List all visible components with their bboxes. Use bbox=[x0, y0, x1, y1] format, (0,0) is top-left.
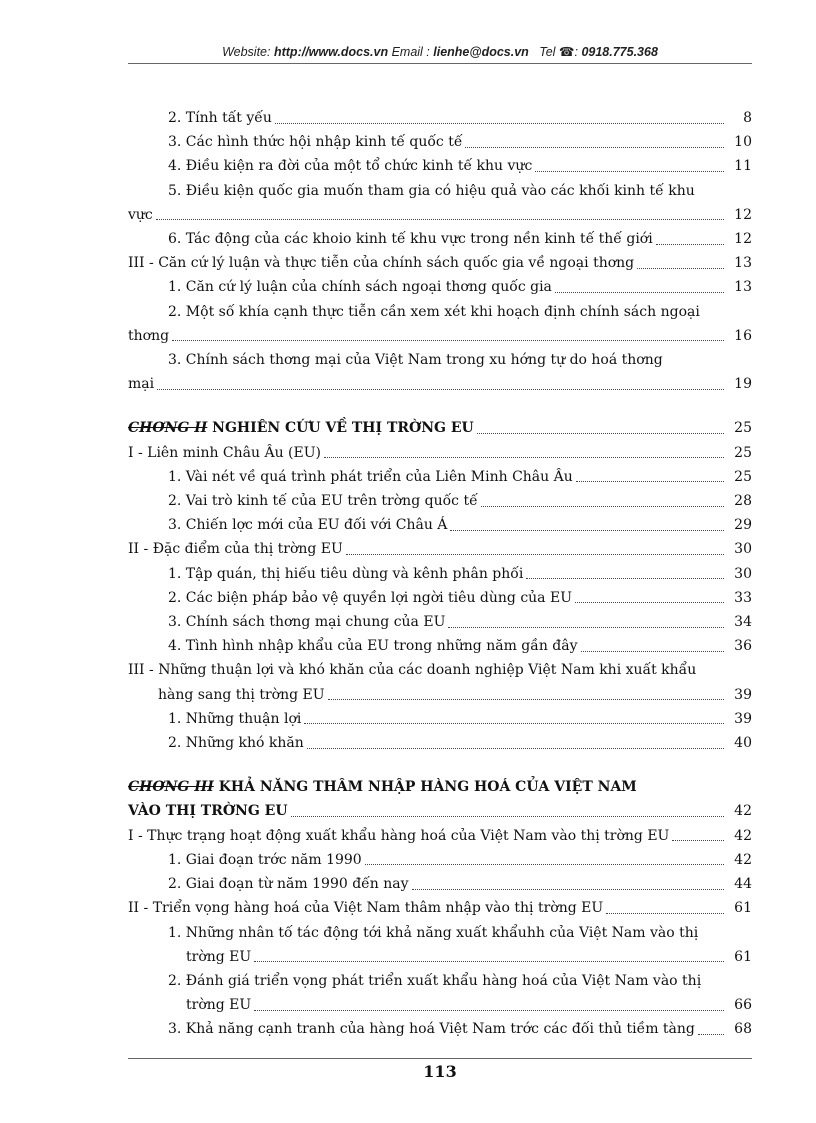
toc-entry[interactable]: 1. Những thuận lợi 39 bbox=[168, 710, 752, 727]
toc-entry-line2[interactable]: trờng EU 61 bbox=[186, 948, 752, 965]
email-link[interactable]: lienhe@docs.vn bbox=[433, 45, 529, 59]
toc-entry[interactable]: 6. Tác động của các khoio kinh tế khu vực trong nền kinh tế thế giới 12 bbox=[168, 231, 752, 248]
toc-section[interactable]: II - Đặc điểm của thị trờng EU 30 bbox=[128, 541, 752, 558]
page-header bbox=[128, 44, 752, 59]
email-label: Email : bbox=[391, 45, 430, 59]
toc-entry[interactable]: 3. Khả năng cạnh tranh của hàng hoá Việt Nam trớc các đối thủ tiềm tàng 68 bbox=[168, 1021, 752, 1038]
toc-chapter-3-line2[interactable]: VÀO THỊ TRỜNG EU 42 bbox=[128, 803, 752, 820]
toc-entry[interactable]: 2. Những khó khăn 40 bbox=[168, 735, 752, 752]
toc-entry-line2[interactable]: thơng 16 bbox=[128, 327, 752, 344]
toc-entry[interactable]: 4. Điều kiện ra đời của một tổ chức kinh tế khu vực 11 bbox=[168, 158, 752, 175]
toc-entry[interactable]: 2. Giai đoạn từ năm 1990 đến nay 44 bbox=[168, 876, 752, 893]
toc-entry[interactable]: 1. Vài nét về quá trình phát triển của Liên Minh Châu Âu 25 bbox=[168, 468, 752, 485]
toc-section[interactable]: II - Triển vọng hàng hoá của Việt Nam thâm nhập vào thị trờng EU 61 bbox=[128, 900, 752, 917]
toc-section[interactable]: III - Căn cứ lý luận và thực tiễn của chính sách quốc gia về ngoại thơng 13 bbox=[128, 255, 752, 272]
page-number: 113 bbox=[423, 1062, 457, 1081]
toc-section-line1[interactable]: III - Những thuận lợi và khó khăn của các doanh nghiệp Việt Nam khi xuất khẩu bbox=[128, 662, 697, 679]
toc-section-line2[interactable]: hàng sang thị trờng EU 39 bbox=[158, 686, 752, 703]
toc-entry[interactable]: 2. Các biện pháp bảo vệ quyền lợi ngời tiêu dùng của EU 33 bbox=[168, 589, 752, 606]
toc-chapter-3-line1[interactable] bbox=[128, 775, 752, 799]
toc-entry[interactable]: 3. Các hình thức hội nhập kinh tế quốc tế 10 bbox=[168, 134, 752, 151]
toc-section[interactable]: I - Liên minh Châu Âu (EU) 25 bbox=[128, 444, 752, 461]
toc-entry[interactable]: 4. Tình hình nhập khẩu của EU trong những năm gần đây 36 bbox=[168, 638, 752, 655]
toc-entry-line1[interactable]: 2. Đánh giá triển vọng phát triển xuất khẩu hàng hoá của Việt Nam vào thị bbox=[168, 972, 702, 989]
tel-number: 0918.775.368 bbox=[581, 45, 658, 59]
toc-entry[interactable]: 1. Căn cứ lý luận của chính sách ngoại thơng quốc gia 13 bbox=[168, 279, 752, 296]
chapter-title: NGHIÊN CỨU VỀ THỊ TRỜNG EU bbox=[212, 420, 474, 437]
toc-entry[interactable]: 3. Chiến lợc mới của EU đối với Châu Á 29 bbox=[168, 517, 752, 534]
toc-entry-line1[interactable]: 3. Chính sách thơng mại của Việt Nam trong xu hớng tự do hoá thơng bbox=[168, 352, 663, 369]
header-rule bbox=[128, 63, 752, 64]
toc-entry[interactable]: 1. Giai đoạn trớc năm 1990 42 bbox=[168, 851, 752, 868]
footer-rule bbox=[128, 1058, 752, 1059]
chapter-number: CHƠNG II bbox=[128, 420, 208, 437]
toc-entry[interactable]: 2. Tính tất yếu 8 bbox=[168, 110, 752, 126]
toc-entry[interactable]: 1. Tập quán, thị hiếu tiêu dùng và kênh phân phối 30 bbox=[168, 565, 752, 582]
toc-entry[interactable]: 3. Chính sách thơng mại chung của EU 34 bbox=[168, 614, 752, 631]
table-of-contents bbox=[128, 106, 752, 1042]
toc-entry-line1[interactable]: 2. Một số khía cạnh thực tiễn cần xem xét khi hoạch định chính sách ngoại bbox=[168, 303, 700, 320]
toc-entry-line2[interactable]: mại 19 bbox=[128, 376, 752, 393]
toc-entry-line2[interactable]: vực 12 bbox=[128, 206, 752, 223]
toc-entry-line1[interactable]: 5. Điều kiện quốc gia muốn tham gia có hiệu quả vào các khối kinh tế khu bbox=[168, 182, 695, 199]
toc-entry-line2[interactable]: trờng EU 66 bbox=[186, 997, 752, 1014]
chapter-title: KHẢ NĂNG THÂM NHẬP HÀNG HOÁ CỦA VIỆT NAM bbox=[218, 779, 637, 796]
toc-chapter-2[interactable]: CHƠNG II NGHIÊN CỨU VỀ THỊ TRỜNG EU 25 bbox=[128, 420, 752, 437]
toc-entry-line1[interactable]: 1. Những nhân tố tác động tới khả năng xuất khẩuhh của Việt Nam vào thị bbox=[168, 924, 699, 941]
website-link[interactable]: http://www.docs.vn bbox=[273, 45, 389, 59]
tel-label: Tel ☎: bbox=[539, 45, 578, 59]
website-label: Website: bbox=[222, 45, 271, 59]
chapter-number: CHƠNG III bbox=[128, 779, 214, 796]
toc-section[interactable]: I - Thực trạng hoạt động xuất khẩu hàng hoá của Việt Nam vào thị trờng EU 42 bbox=[128, 827, 752, 844]
toc-entry[interactable]: 2. Vai trò kinh tế của EU trên trờng quốc tế 28 bbox=[168, 493, 752, 510]
